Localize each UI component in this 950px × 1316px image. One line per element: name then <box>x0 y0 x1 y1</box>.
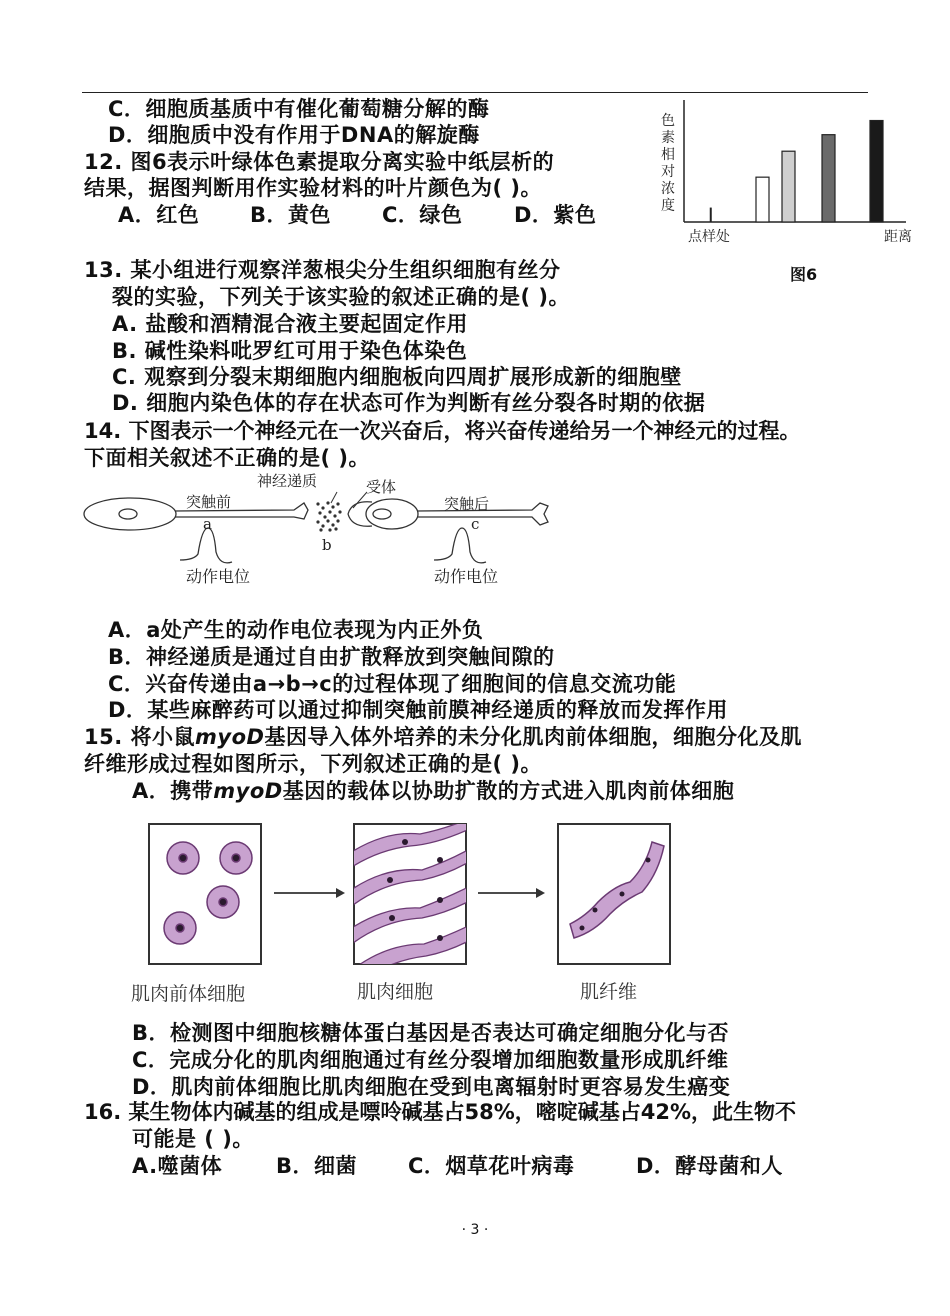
page-number: · 3 · <box>461 1222 489 1238</box>
q15-option-a-post: 基因的载体以协助扩散的方式进入肌肉前体细胞 <box>282 779 735 803</box>
label-c: c <box>471 515 480 533</box>
label-a: a <box>203 515 212 533</box>
fig6-bar-2 <box>756 177 769 222</box>
q12-stem-line2: 结果，据图判断用作实验材料的叶片颜色为( )。 <box>84 176 543 200</box>
presynaptic-label: 突触前 <box>186 493 232 511</box>
postsynaptic-label: 突触后 <box>444 495 490 513</box>
top-rule <box>82 92 868 93</box>
neurotransmitter-pointer <box>331 492 337 503</box>
q12-option-b: B．黄色 <box>250 203 332 227</box>
q12-option-c: C．绿色 <box>382 203 463 227</box>
q12-option-d: D．紫色 <box>514 203 597 227</box>
fig6-origin-label: 点样处 <box>688 229 730 245</box>
q13-option-c: C. 观察到分裂末期细胞内细胞板向四周扩展形成新的细胞壁 <box>112 365 682 389</box>
q15-stem-pre: 15. 将小鼠 <box>84 725 196 749</box>
receptor-label: 受体 <box>366 478 397 496</box>
q13-option-d: D. 细胞内染色体的存在状态可作为判断有丝分裂各时期的依据 <box>112 391 706 415</box>
q15-option-d: D．肌肉前体细胞比肌肉细胞在受到电离辐射时更容易发生癌变 <box>132 1075 731 1099</box>
q15-option-b: B．检测图中细胞核糖体蛋白基因是否表达可确定细胞分化与否 <box>132 1021 730 1045</box>
q16-stem-line2: 可能是 ( )。 <box>132 1127 254 1151</box>
label-b: b <box>322 536 332 554</box>
q15-option-c: C．完成分化的肌肉细胞通过有丝分裂增加细胞数量形成肌纤维 <box>132 1048 729 1072</box>
q16-stem-line1: 16. 某生物体内碱基的组成是嘌呤碱基占58%，嘧啶碱基占42%，此生物不 <box>84 1100 797 1124</box>
action-potential-left <box>180 528 232 563</box>
q13-stem-line2: 裂的实验，下列关于该实验的叙述正确的是( )。 <box>112 285 571 309</box>
q14-stem-line2: 下面相关叙述不正确的是( )。 <box>84 446 371 470</box>
q14-option-b: B．神经递质是通过自由扩散释放到突触间隙的 <box>108 645 555 669</box>
q16-options <box>132 1153 783 1179</box>
fig6-ylabel: 色素相对浓度 <box>661 113 675 214</box>
q15-option-a <box>132 778 734 804</box>
q14-stem-line1: 14. 下图表示一个神经元在一次兴奋后，将兴奋传递给另一个神经元的过程。 <box>84 419 801 443</box>
q14-option-c: C．兴奋传递由a→b→c的过程体现了细胞间的信息交流功能 <box>108 672 677 696</box>
action-potential-right <box>434 528 486 563</box>
q15-option-a-gene: myoD <box>213 779 283 803</box>
caption-myofiber: 肌纤维 <box>580 981 638 1003</box>
q11-option-c: C．细胞质基质中有催化葡萄糖分解的酶 <box>108 97 490 121</box>
q12-stem-line1: 12. 图6表示叶绿体色素提取分离实验中纸层析的 <box>84 150 555 174</box>
neurotransmitter-label: 神经递质 <box>257 472 318 490</box>
q16-option-c: C．烟草花叶病毒 <box>408 1154 575 1178</box>
q15-option-a-pre: A．携带 <box>132 779 214 803</box>
fig6-bar-3 <box>782 151 795 222</box>
fig6-chart <box>684 100 914 225</box>
q11-option-d: D．细胞质中没有作用于DNA的解旋酶 <box>108 123 480 147</box>
q14-option-a: A．a处产生的动作电位表现为内正外负 <box>108 618 484 642</box>
caption-precursor: 肌肉前体细胞 <box>131 983 246 1005</box>
q13-stem-line1: 13. 某小组进行观察洋葱根尖分生组织细胞有丝分 <box>84 258 561 282</box>
fig6-caption: 图6 <box>790 265 818 284</box>
caption-muscle-cell: 肌肉细胞 <box>357 981 434 1003</box>
fig6-bar-1 <box>710 208 712 222</box>
fig6-bar-5 <box>870 121 883 222</box>
neurotransmitter-dots <box>316 501 341 531</box>
ap-right-label: 动作电位 <box>434 567 499 586</box>
muscle-figure <box>140 820 680 970</box>
q16-option-d: D．酵母菌和人 <box>636 1154 783 1178</box>
fig6-bar-4 <box>822 135 835 222</box>
q12-option-a: A．红色 <box>118 203 200 227</box>
q15-gene-name: myoD <box>195 725 265 749</box>
receptor-pointer <box>353 492 367 508</box>
q13-option-b: B. 碱性染料吡罗红可用于染色体染色 <box>112 339 468 363</box>
q16-option-b: B．细菌 <box>276 1154 358 1178</box>
q12-options <box>118 202 596 228</box>
q16-option-a: A.噬菌体 <box>132 1154 223 1178</box>
q15-stem-line2: 纤维形成过程如图所示，下列叙述正确的是( )。 <box>84 752 543 776</box>
ap-left-label: 动作电位 <box>186 567 251 586</box>
q14-option-d: D．某些麻醉药可以通过抑制突触前膜神经递质的释放而发挥作用 <box>108 698 728 722</box>
q13-option-a: A. 盐酸和酒精混合液主要起固定作用 <box>112 312 468 336</box>
q15-stem-line1 <box>84 724 802 750</box>
fig6-xlabel: 距离 <box>884 229 912 245</box>
q15-stem-post: 基因导入体外培养的未分化肌肉前体细胞，细胞分化及肌 <box>264 725 802 749</box>
